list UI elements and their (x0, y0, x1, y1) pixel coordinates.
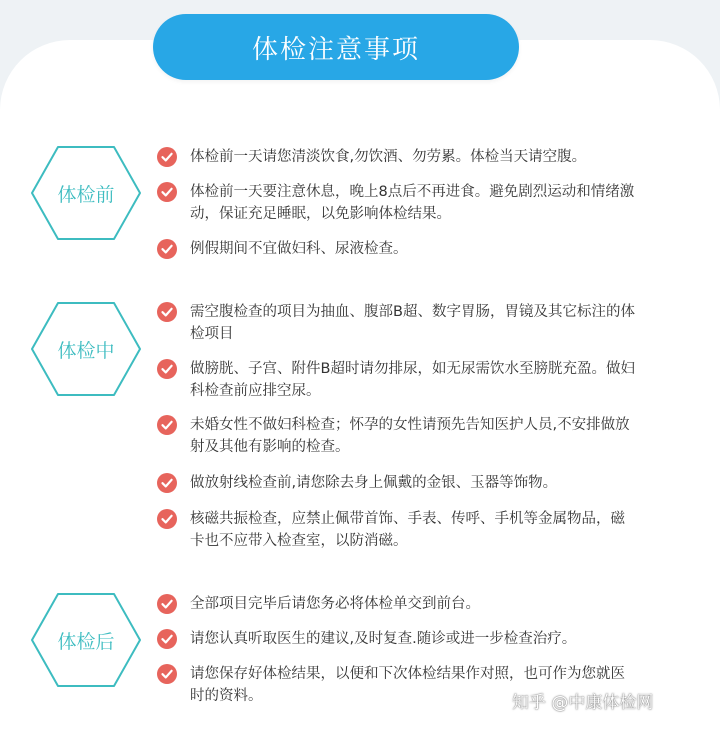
item-text: 核磁共振检查，应禁止佩带首饰、手表、传呼、手机等金属物品，磁卡也不应带入检查室，以防消磁。 (190, 511, 625, 549)
watermark: 知乎 @中康体检网 (512, 693, 654, 713)
item-text: 全部项目完毕后请您务必将体检单交到前台。 (190, 596, 480, 612)
item-text: 体检前一天请您清淡饮食,勿饮酒、勿劳累。体检当天请空腹。 (190, 149, 587, 165)
page-title: 体检注意事项 (153, 14, 519, 80)
item-text: 需空腹检查的项目为抽血、腹部B超、数字胃肠，胃镜及其它标注的体检项目 (190, 304, 635, 342)
section-label: 体检前 (57, 183, 115, 206)
item-text: 体检前一天要注意休息，晚上8点后不再进食。避免剧烈运动和情绪激动，保证充足睡眠，以免影响体检结果。 (190, 184, 635, 222)
check-icon (157, 415, 177, 435)
section-badge-during (30, 301, 142, 397)
item-text: 例假期间不宜做妇科、尿液检查。 (190, 241, 408, 257)
item-text: 请您保存好体检结果，以便和下次体检结果作对照，也可作为您就医时的资料。 (190, 666, 625, 704)
item-text: 请您认真听取医生的建议,及时复查.随诊或进一步检查治疗。 (190, 631, 577, 647)
check-icon (157, 239, 177, 259)
section-badge-before (30, 145, 142, 241)
check-icon (157, 473, 177, 493)
section-label: 体检后 (57, 630, 115, 653)
check-icon (157, 629, 177, 649)
check-icon (157, 147, 177, 167)
check-icon (157, 509, 177, 529)
check-icon (157, 302, 177, 322)
check-icon (157, 594, 177, 614)
check-icon (157, 664, 177, 684)
item-text: 做放射线检查前,请您除去身上佩戴的金银、玉器等饰物。 (190, 475, 558, 491)
section-badge-after (30, 592, 142, 688)
check-icon (157, 182, 177, 202)
item-text: 未婚女性不做妇科检查；怀孕的女性请预先告知医护人员,不安排做放射及其他有影响的检查。 (190, 417, 630, 455)
check-icon (157, 359, 177, 379)
item-text: 做膀胱、子宫、附件B超时请勿排尿，如无尿需饮水至膀胱充盈。做妇科检查前应排空尿。 (190, 361, 635, 399)
section-label: 体检中 (57, 339, 115, 362)
